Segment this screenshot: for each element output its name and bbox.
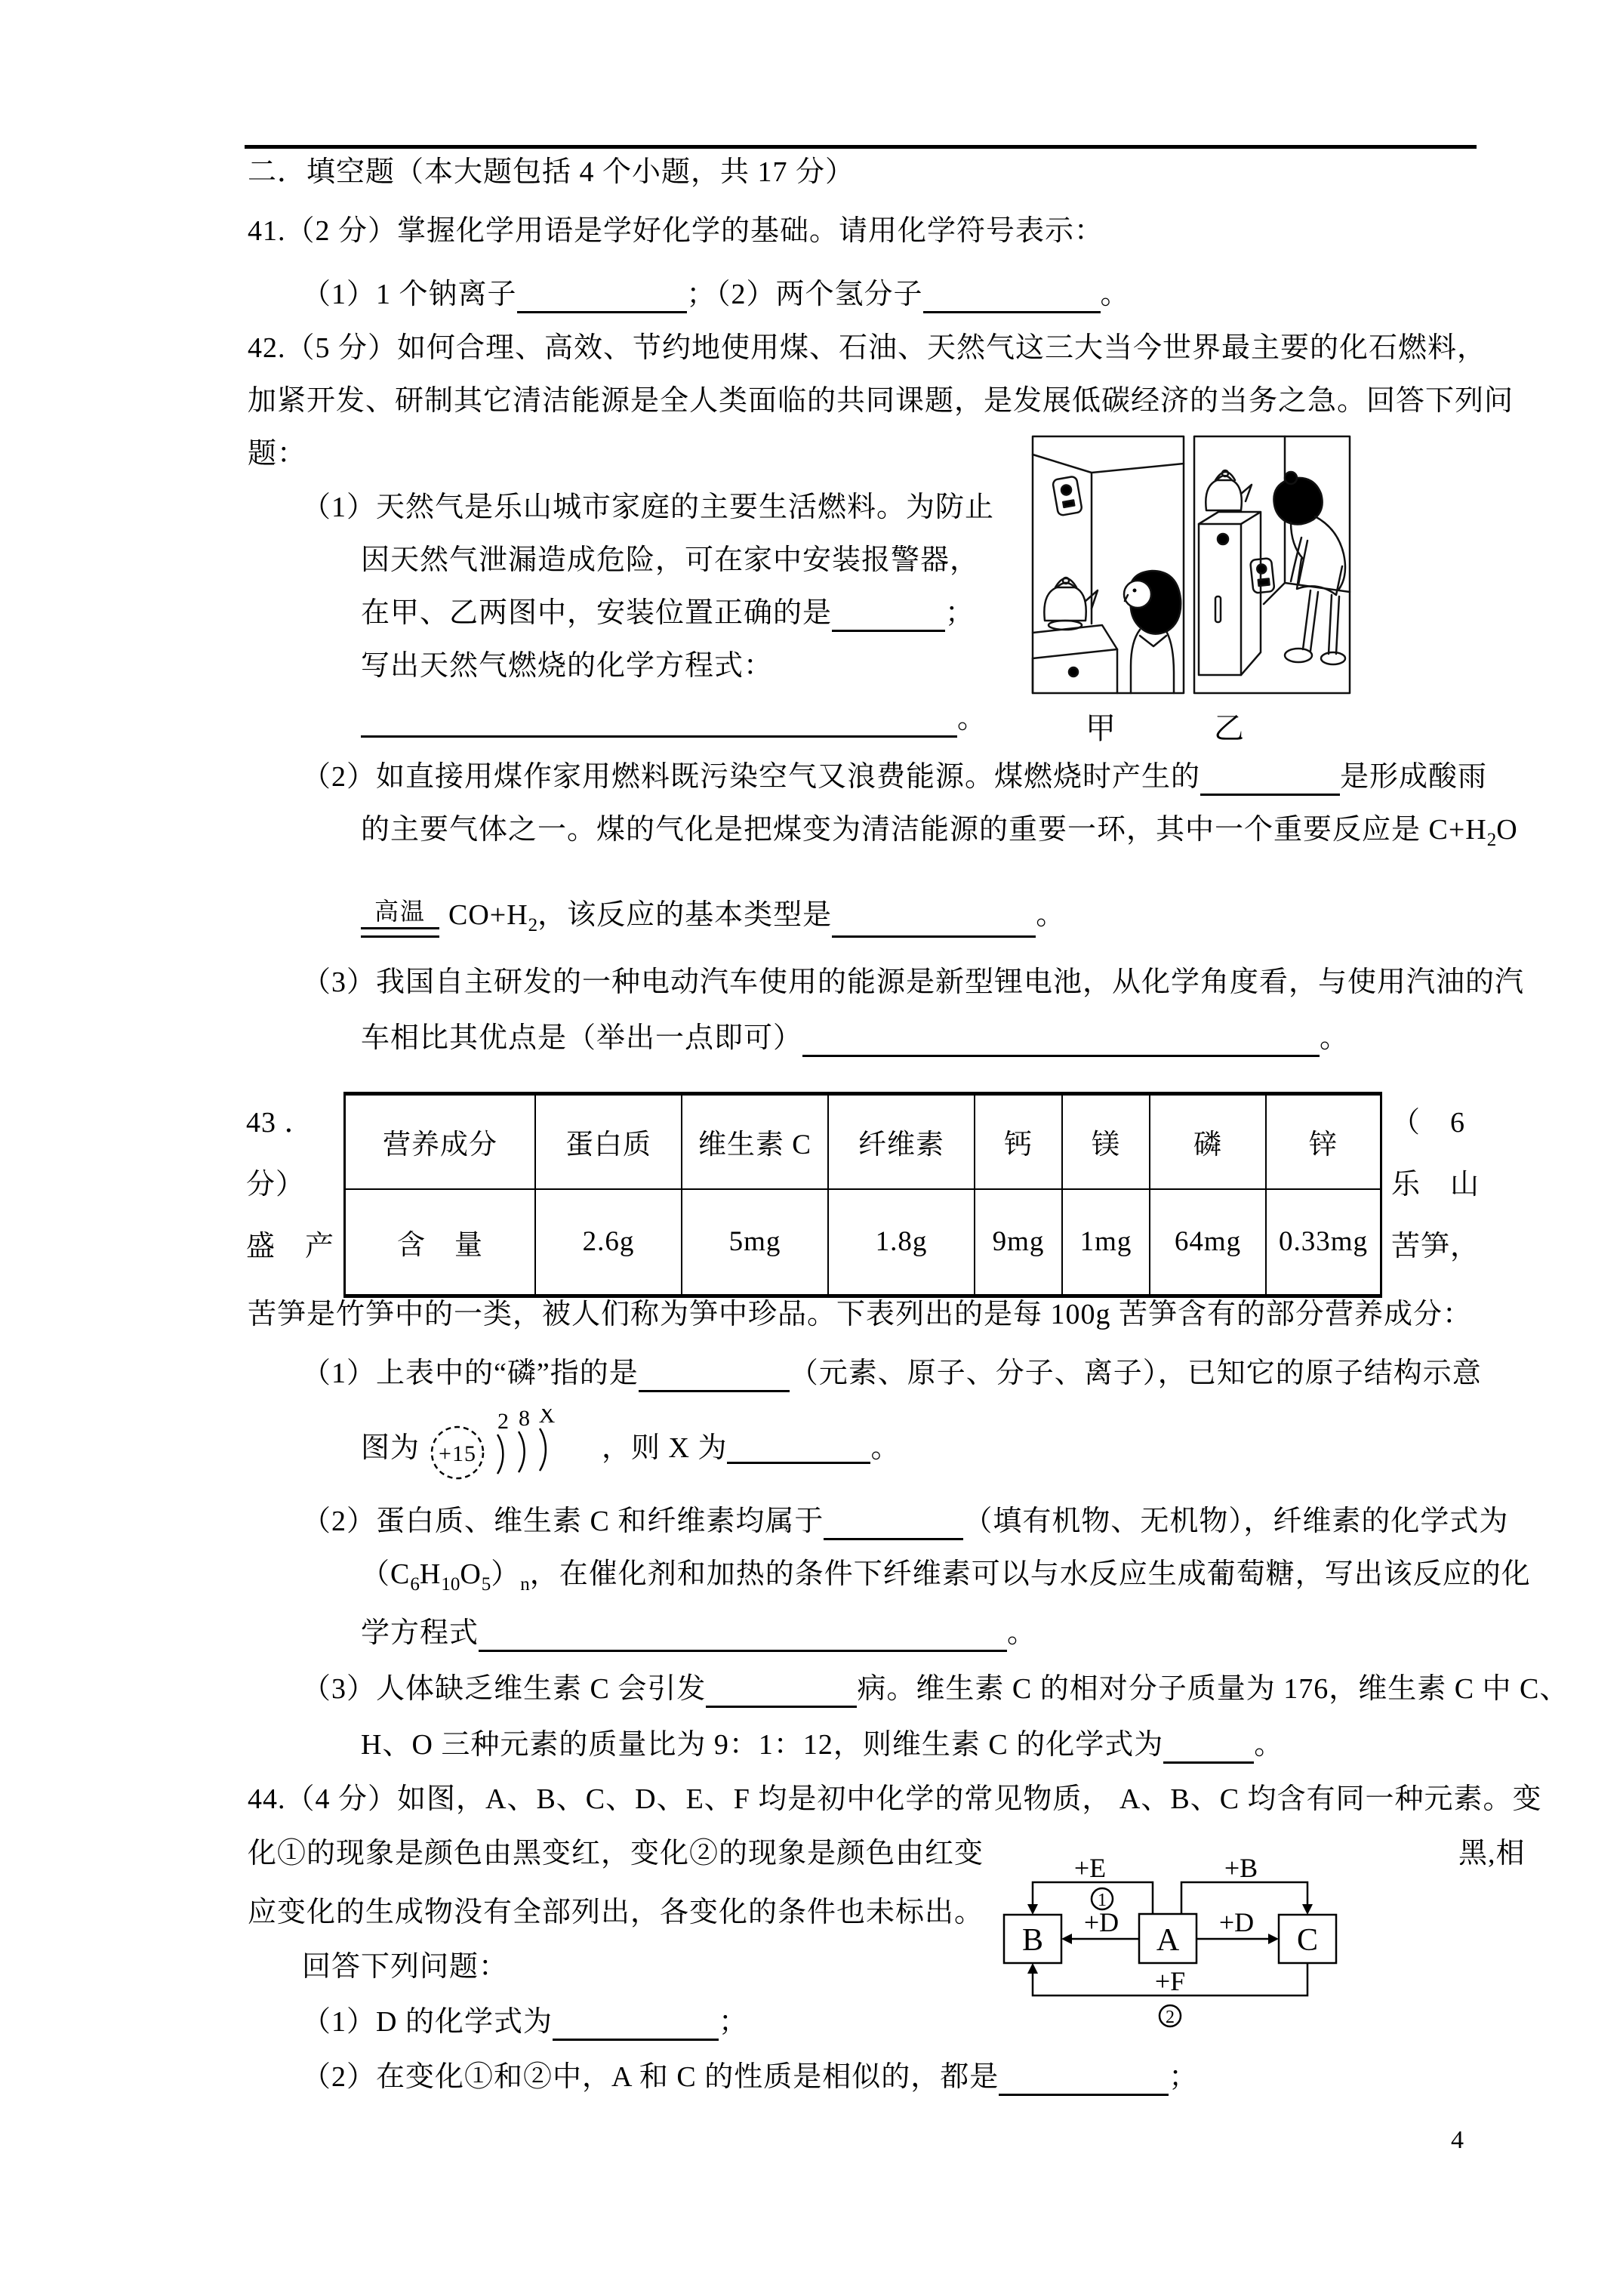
q43-intro-line: 苦笋是竹笋中的一类，被人们称为笋中珍品。下表列出的是每 100g 苦笋含有的部分营养成分： [248, 1299, 1473, 1330]
q41-stem: 41.（2 分）掌握化学用语是学好化学的基础。请用化学符号表示： [248, 215, 1104, 247]
cellulose-formula-part: ） [491, 1558, 521, 1590]
nucleus-charge-label: +15 [439, 1441, 476, 1466]
q43-item1-line1 [302, 1354, 1482, 1392]
atomic-structure-diagram [426, 1409, 596, 1488]
header-cell: 蛋白质 [535, 1094, 682, 1189]
q42-item2-line2-pre: 的主要气体之一。煤的气化是把煤变为清洁能源的重要一环，其中一个重要反应是 C+H [361, 814, 1487, 846]
plus-d-right-label: +D [1218, 1907, 1255, 1937]
electron-shell-arc-2 [519, 1432, 525, 1472]
boy-looking-up-figure [1124, 571, 1181, 693]
cellulose-formula-sub: 5 [481, 1574, 491, 1595]
q43-item2-line1 [302, 1502, 1508, 1540]
row-label-cell: 含 量 [345, 1189, 536, 1296]
q43-item2-line3 [361, 1614, 1036, 1652]
q41-item2-label: （2）两个氢分子 [716, 279, 923, 310]
q42-item2-line1 [302, 758, 1487, 796]
header-cell: 磷 [1150, 1094, 1266, 1189]
shell3-count: X [538, 1408, 556, 1428]
gas-alarm-low-icon [1250, 558, 1274, 593]
q42-item1-line1: （1）天然气是乐山城市家庭的主要生活燃料。为防止 [302, 492, 995, 523]
cellulose-formula-sub: 6 [410, 1574, 420, 1595]
arrowhead-into-b-right [1061, 1934, 1072, 1944]
q42-item1-line5 [361, 700, 987, 738]
q44-line2-left: 化①的现象是颜色由黑变红，变化②的现象是颜色由红变 [248, 1838, 984, 1869]
value-cell: 9mg [975, 1189, 1062, 1296]
value-cell: 5mg [682, 1189, 828, 1296]
box-c-label: C [1296, 1923, 1319, 1958]
q42-blank-alarm-position [832, 601, 945, 632]
plus-d-left-label: +D [1083, 1907, 1119, 1937]
q44-line2-right: 黑,相 [1458, 1838, 1526, 1869]
cellulose-formula-part: H [419, 1558, 442, 1590]
plus-b-label: +B [1224, 1856, 1258, 1883]
q43-blank-phosphorus-type [639, 1361, 790, 1392]
table-header-row [345, 1094, 1381, 1189]
arrowhead-into-b-bottom [1027, 1963, 1038, 1974]
q43-blank-x-value [727, 1433, 870, 1464]
q43-side-left-1: 43 ． [246, 1107, 314, 1139]
table-data-row [345, 1189, 1381, 1296]
q43-item1-line1-post: （元素、原子、分子、离子），已知它的原子结构示意 [789, 1358, 1482, 1389]
value-cell: 64mg [1150, 1189, 1266, 1296]
q44-blank-similar-property [999, 2065, 1169, 2096]
section-heading: 二．填空题（本大题包括 4 个小题，共 17 分） [248, 156, 855, 188]
box-b-label: B [1021, 1923, 1044, 1958]
q42-item1-line2: 因天然气泄漏造成危险，可在家中安装报警器， [361, 544, 980, 576]
q42-item3-line2-text: 车相比其优点是（举出一点即可） [361, 1022, 803, 1054]
q42-eq-pre: CO+H [448, 899, 528, 931]
q43-item2-line1-post: （填有机物、无机物），纤维素的化学式为 [963, 1505, 1509, 1537]
q42-eq-end: 。 [1036, 899, 1066, 931]
q43-item1-line2-end: 。 [870, 1432, 901, 1464]
q42-blank-acid-rain-gas [1200, 765, 1340, 796]
q42-item2-line2-sub: 2 [1486, 830, 1497, 850]
q44-item2-pre: （2）在变化①和②中，A 和 C 的性质是相似的，都是 [302, 2061, 999, 2093]
q42-item1-line3 [361, 594, 975, 632]
plus-e-label: +E [1073, 1856, 1107, 1883]
q43-item3-line1 [302, 1670, 1569, 1708]
q43-item1-line2 [361, 1406, 900, 1490]
q41-blank-sodium-ion [517, 282, 687, 313]
value-cell: 1mg [1062, 1189, 1150, 1296]
q42-item2-line1-pre: （2）如直接用煤作家用燃料既污染空气又浪费能源。煤燃烧时产生的 [302, 761, 1201, 793]
q44-stem: 44.（4 分）如图，A、B、C、D、E、F 均是初中化学的常见物质， A、B、C 均含有同一种元素。变 [248, 1783, 1542, 1815]
q43-item1-line1-pre: （1）上表中的“磷”指的是 [302, 1358, 639, 1389]
arrowhead-into-b-top [1027, 1904, 1038, 1915]
q42-item3-line1: （3）我国自主研发的一种电动汽车使用的能源是新型锂电池，从化学角度看，与使用汽油的汽 [302, 966, 1525, 998]
header-cell: 钙 [975, 1094, 1062, 1189]
kitchen-alarm-illustration [1025, 432, 1361, 696]
q44-item1-end: ； [718, 2006, 748, 2038]
q41-items [302, 276, 1130, 313]
q42-item3-line2-end: 。 [1320, 1022, 1350, 1054]
arrowhead-into-c-left [1268, 1934, 1279, 1944]
q43-blank-deficiency-disease [706, 1677, 857, 1708]
page-number: 4 [1451, 2126, 1464, 2154]
q43-side-left-3: 盛 产 [246, 1231, 335, 1262]
shell2-count: 8 [519, 1408, 531, 1431]
value-cell: 0.33mg [1266, 1189, 1381, 1296]
q43-item2-line3-end: 。 [1007, 1617, 1037, 1649]
q42-item3-line2 [361, 1019, 1349, 1057]
kettle-on-stove-icon [1044, 578, 1098, 630]
electron-shell-arc-1 [497, 1435, 503, 1474]
cellulose-formula-part: （C [361, 1558, 411, 1590]
q42-eq-post: ，该反应的基本类型是 [537, 899, 833, 931]
q44-item2 [302, 2058, 1198, 2096]
q43-item3-line2 [361, 1726, 1283, 1764]
step1-number: 1 [1098, 1891, 1107, 1910]
q44-item1-pre: （1）D 的化学式为 [302, 2006, 553, 2038]
header-cell: 镁 [1062, 1094, 1150, 1189]
q43-item3-line1-pre: （3）人体缺乏维生素 C 会引发 [302, 1673, 707, 1705]
value-cell: 2.6g [535, 1189, 682, 1296]
q43-side-right-3: 苦笋， [1391, 1231, 1480, 1262]
cellulose-formula-sub: n [520, 1574, 530, 1595]
header-cell: 锌 [1266, 1094, 1381, 1189]
q42-item2-line1-post: 是形成酸雨 [1340, 761, 1488, 793]
value-cell: 1.8g [828, 1189, 975, 1296]
q43-item1-line2-mid: ，则 X 为 [602, 1432, 728, 1464]
double-equals-line [361, 927, 439, 938]
q41-sep1: ； [686, 279, 716, 310]
nutrition-table [343, 1092, 1382, 1298]
figure-label-jia: 甲 [1086, 711, 1116, 745]
q44-line4: 回答下列问题： [302, 1951, 509, 1983]
cellulose-formula-sub: 10 [441, 1574, 460, 1595]
q43-item2-line3-pre: 学方程式 [361, 1617, 479, 1649]
q43-side-left-2: 分） [246, 1169, 306, 1200]
q43-side-right-2: 乐 山 [1391, 1169, 1480, 1200]
arrowhead-into-c-top [1302, 1904, 1313, 1915]
plus-f-label: +F [1154, 1966, 1186, 1996]
q42-blank-reaction-type [832, 907, 1036, 938]
cabinet-icon [1199, 512, 1261, 675]
header-cell: 营养成分 [345, 1094, 536, 1189]
q41-blank-hydrogen-molecules [923, 282, 1101, 313]
q42-stem-line1: 42.（5 分）如何合理、高效、节约地使用煤、石油、天然气这三大当今世界最主要的化石燃料， [248, 332, 1487, 364]
substance-relationship-diagram [998, 1856, 1359, 2039]
q42-stem-line2: 加紧开发、研制其它清洁能源是全人类面临的共同课题，是发展低碳经济的当务之急。回答下列问 [248, 385, 1514, 417]
q43-side-right-1: （ 6 [1391, 1107, 1466, 1139]
q41-item1-label: （1）1 个钠离子 [302, 279, 517, 310]
q43-item2-line2-post: ，在催化剂和加热的条件下纤维素可以与水反应生成葡萄糖，写出该反应的化 [529, 1558, 1531, 1590]
step2-number: 2 [1166, 2008, 1175, 2027]
kettle-on-cabinet-icon [1206, 470, 1252, 510]
q42-item1-line3-text: 在甲、乙两图中，安装位置正确的是 [361, 597, 833, 629]
q42-stem-line3: 题： [248, 438, 307, 470]
q44-item2-end: ； [1169, 2061, 1199, 2093]
cellulose-formula-part: O [460, 1558, 482, 1590]
q41-sep2: 。 [1100, 279, 1130, 310]
q42-eq-sub: 2 [528, 915, 538, 935]
figure-label-yi: 乙 [1214, 711, 1245, 745]
shell1-count: 2 [497, 1408, 510, 1434]
electron-shell-arc-3 [540, 1428, 546, 1471]
q43-item2-line2 [361, 1555, 1531, 1597]
q42-blank-methane-equation [361, 707, 957, 738]
q44-line3: 应变化的生成物没有全部列出，各变化的条件也未标出。 [248, 1897, 984, 1928]
q44-blank-d-formula [553, 2010, 719, 2041]
q42-item2-line2-post: O [1496, 814, 1518, 846]
q42-item1-line3-end: ； [945, 597, 975, 629]
panel-jia-frame [1033, 436, 1184, 693]
counter-icon [1033, 625, 1117, 693]
q42-item2-line2 [361, 811, 1518, 852]
box-a-label: A [1156, 1923, 1180, 1958]
q42-item2-equation-row [361, 868, 1065, 938]
condition-gaowen-label: 高温 [374, 898, 426, 925]
q43-item1-line2-pre: 图为 [361, 1432, 420, 1464]
header-rule [245, 145, 1477, 149]
q43-item3-line2-end: 。 [1254, 1729, 1284, 1761]
q42-item1-line4: 写出天然气燃烧的化学方程式： [361, 650, 774, 682]
q43-blank-hydrolysis-equation [479, 1621, 1007, 1652]
q42-equation-text [448, 896, 1065, 938]
header-cell: 维生素 C [682, 1094, 828, 1189]
gas-alarm-high-icon [1052, 476, 1083, 516]
q43-blank-vc-formula [1163, 1733, 1254, 1764]
q43-item3-line2-pre: H、O 三种元素的质量比为 9：1：12，则维生素 C 的化学式为 [361, 1729, 1164, 1761]
q44-item1 [302, 2003, 748, 2041]
q42-blank-ev-advantage [802, 1026, 1320, 1057]
q43-blank-organic-type [824, 1509, 963, 1540]
header-cell: 纤维素 [828, 1094, 975, 1189]
q43-item2-line1-pre: （2）蛋白质、维生素 C 和纤维素均属于 [302, 1505, 824, 1537]
reaction-condition-block [361, 898, 439, 938]
q42-item1-line5-end: 。 [957, 703, 987, 735]
q43-item3-line1-post: 病。维生素 C 的相对分子质量为 176，维生素 C 中 C、 [857, 1673, 1569, 1705]
